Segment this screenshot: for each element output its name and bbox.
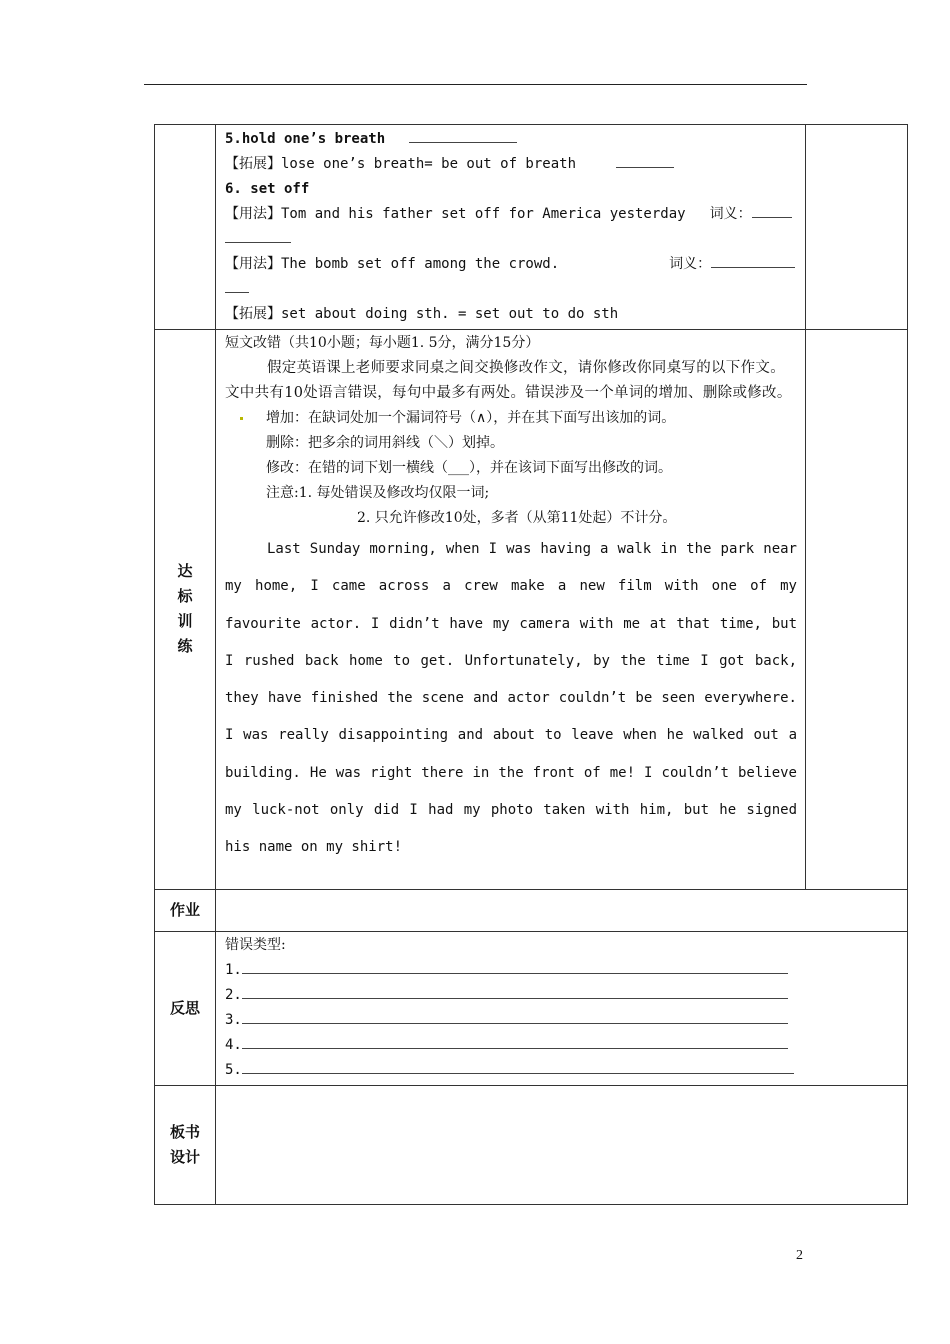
add-rule: 增加：在缺词处加一个漏词符号（∧），并在其下面写出该加的词。 [266,410,676,426]
reflection-title: 错误类型: [225,936,286,953]
practice-heading: 短文改错（共10小题；每小题1. 5分，满分15分） [225,335,540,351]
usage1-text: Tom and his father set off for America yesterday [281,206,686,222]
answer-blank [409,128,517,143]
item5-ext-text: lose one’s breath= be out of breath [281,156,577,172]
answer-blank [225,278,249,293]
lesson-table [154,124,908,1205]
modify-rule-blank: ___ [448,460,469,476]
modify-rule-a: 修改：在错的词下划一横线（ [266,460,448,476]
meaning-label: 词义： [709,206,752,222]
item6-ext-text: set about doing sth. = set out to do sth [281,306,619,322]
reflection-item-number: 2. [225,986,242,1003]
note-1: 注意:1. 每处错误及修改均仅限一词; [266,485,490,501]
reflection-item-number: 1. [225,961,242,978]
answer-blank [711,253,795,268]
practice-intro: 假定英语课上老师要求同桌之间交换修改作文，请你修改你同桌写的以下作文。文中共有10处语言错误，每句中最多有两处。错误涉及一个单词的增加、删除或修改。 [225,360,792,401]
item6-title: 6. set off [225,181,310,197]
reflection-cell [216,931,908,1085]
header-rule [144,84,807,85]
row-label-vocab [155,125,216,330]
ext-label: 【拓展】 [225,306,281,322]
row-label-homework: 作业 [155,889,216,931]
meaning-label: 词义： [669,256,712,272]
reflection-line [242,1059,794,1074]
usage-label: 【用法】 [225,206,281,222]
board-cell [216,1085,908,1204]
homework-cell [216,889,908,931]
modify-rule-b: ），并在该词下面写出修改的词。 [469,460,672,476]
reflection-item-number: 5. [225,1061,242,1078]
note-2: 2. 只允许修改10处，多者（从第11处起）不计分。 [357,510,677,526]
page-number: 2 [796,1248,803,1263]
item5-title: 5.hold one’s breath [225,131,386,147]
notes-cell [806,330,908,890]
reflection-line [242,1009,788,1024]
practice-cell [216,330,806,890]
row-label-practice: 达 标 训 练 [155,330,216,890]
vocab-cell [216,125,806,330]
reflection-line [242,1034,788,1049]
row-label-board: 板书 设计 [155,1085,216,1204]
answer-blank [616,153,674,168]
passage-text: Last Sunday morning, when I was having a walk in the park near my home, I came across a crew make a new film with one of my favourite actor. I didn’t have my camera with me at that time, but I rushed back home to get. Unfortunately, by the time I got back, they have finished the scene and actor couldn’t be seen everywhere. I was really disappointing and about to leave when he walked out a building. He was right there in the front of me! I couldn’t believe my luck-not only did I had my photo taken with him, but he signed his name on my shirt! [225,541,797,856]
notes-cell [806,125,908,330]
ext-label: 【拓展】 [225,156,281,172]
usage2-text: The bomb set off among the crowd. [281,256,560,272]
delete-rule: 删除：把多余的词用斜线（＼）划掉。 [266,435,504,451]
reflection-item-number: 4. [225,1036,242,1053]
reflection-item-number: 3. [225,1011,242,1028]
reflection-line [242,959,788,974]
answer-blank [752,203,792,218]
reflection-line [242,984,788,999]
row-label-reflection: 反思 [155,931,216,1085]
answer-blank [225,228,291,243]
usage-label: 【用法】 [225,256,281,272]
